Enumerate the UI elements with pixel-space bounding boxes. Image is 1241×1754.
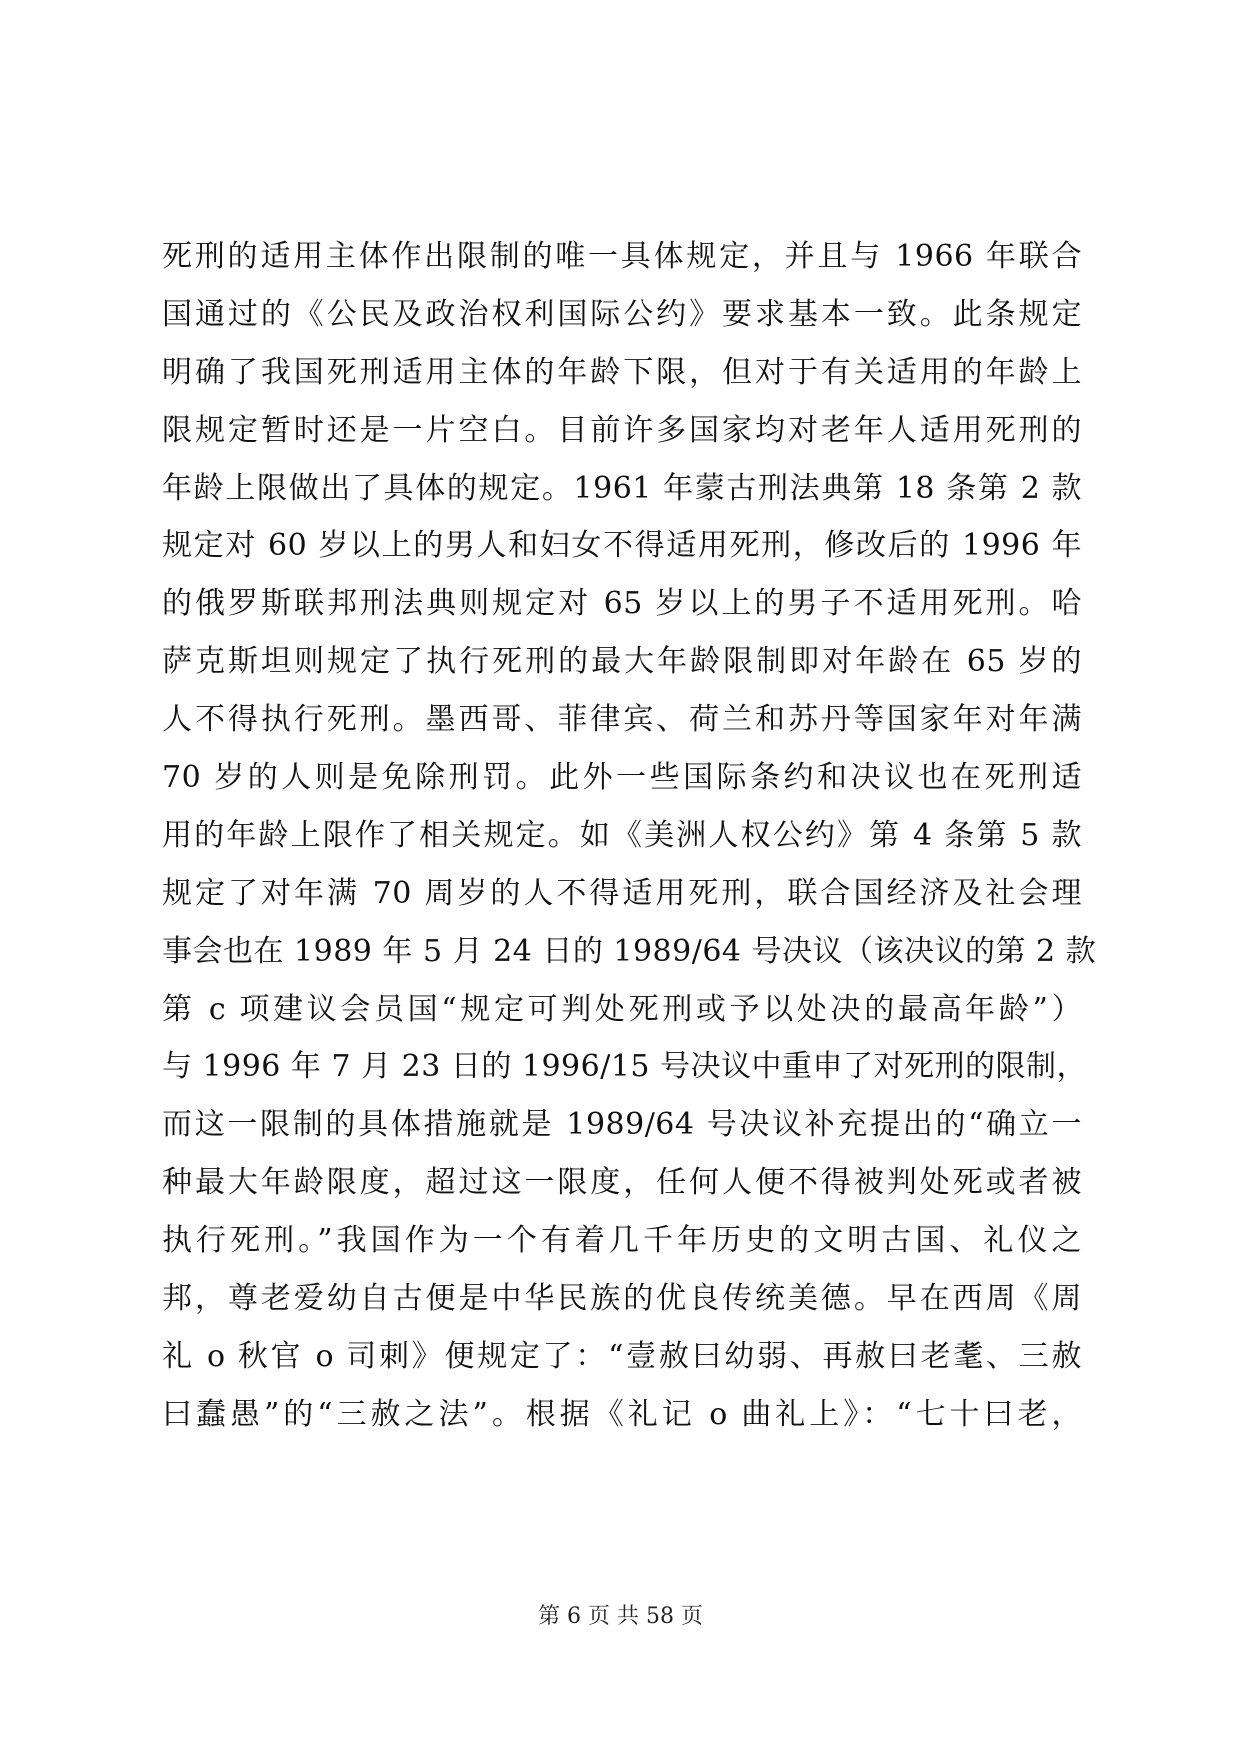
text-line: 而这一限制的具体措施就是 1989/64 号决议补充提出的“确立一: [162, 1107, 1082, 1143]
text-line: 礼 o 秋官 o 司刺》便规定了：“壹赦曰幼弱、再赦曰老耄、三赦: [162, 1338, 1082, 1374]
text-line: 邦，尊老爱幼自古便是中华民族的优良传统美德。早在西周《周: [162, 1281, 1082, 1317]
text-line: 年龄上限做出了具体的规定。1961 年蒙古刑法典第 18 条第 2 款: [162, 470, 1082, 506]
text-line: 种最大年龄限度，超过这一限度，任何人便不得被判处死或者被: [162, 1165, 1082, 1201]
text-line: 规定了对年满 70 周岁的人不得适用死刑，联合国经济及社会理: [162, 875, 1082, 911]
text-line: 明确了我国死刑适用主体的年龄下限，但对于有关适用的年龄上: [162, 354, 1082, 390]
text-line: 70 岁的人则是免除刑罚。此外一些国际条约和决议也在死刑适: [162, 760, 1082, 796]
text-line: 曰蠢愚”的“三赦之法”。根据《礼记 o 曲礼上》：“七十曰老，: [162, 1396, 1082, 1432]
text-line: 的俄罗斯联邦刑法典则规定对 65 岁以上的男子不适用死刑。哈: [162, 586, 1082, 622]
text-line: 用的年龄上限作了相关规定。如《美洲人权公约》第 4 条第 5 款: [162, 817, 1082, 853]
text-line: 萨克斯坦则规定了执行死刑的最大年龄限制即对年龄在 65 岁的: [162, 644, 1082, 680]
text-line: 与 1996 年 7 月 23 日的 1996/15 号决议中重申了对死刑的限制，: [162, 1049, 1088, 1085]
text-line: 规定对 60 岁以上的男人和妇女不得适用死刑，修改后的 1996 年: [162, 528, 1082, 564]
text-line: 人不得执行死刑。墨西哥、菲律宾、荷兰和苏丹等国家年对年满: [162, 702, 1082, 738]
text-line: 执行死刑。”我国作为一个有着几千年历史的文明古国、礼仪之: [162, 1223, 1082, 1259]
text-line: 第 c 项建议会员国“规定可判处死刑或予以处决的最高年龄”）: [162, 991, 1082, 1027]
text-line: 事会也在 1989 年 5 月 24 日的 1989/64 号决议（该决议的第 2 款: [162, 933, 1097, 969]
page-footer: 第 6 页 共 58 页: [538, 1604, 703, 1629]
text-line: 死刑的适用主体作出限制的唯一具体规定，并且与 1966 年联合: [162, 239, 1082, 274]
text-line: 限规定暂时还是一片空白。目前许多国家均对老年人适用死刑的: [162, 412, 1082, 448]
text-line: 国通过的《公民及政治权利国际公约》要求基本一致。此条规定: [162, 296, 1082, 332]
body-paragraph: [162, 228, 1097, 1444]
